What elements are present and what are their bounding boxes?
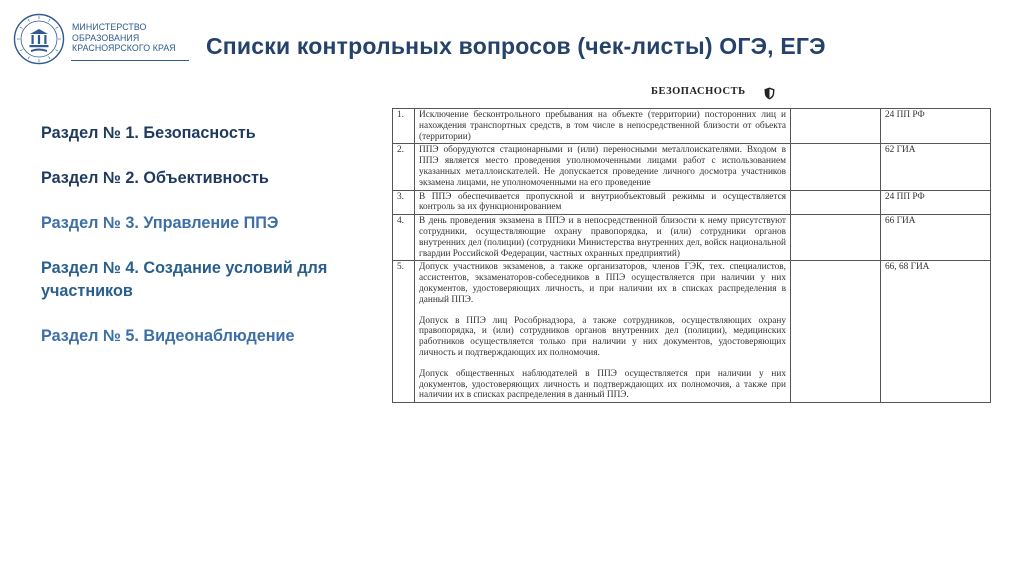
row-mark-cell [791,109,881,144]
row-number: 2. [393,144,415,190]
row-mark-cell [791,215,881,261]
row-text: В день проведения экзамена в ППЭ и в непосредственной близости к нему присутствуют сотрудники, осуществляющие охрану правопорядка, и (или) сотрудники органов внутренних дел (полиции) (сотрудники Министерства внутренних дел, войск национальной гвардии Российской Федерации, частных охранных предприятий) [415,215,791,261]
checklist-table [392,108,991,403]
table-row [393,215,991,261]
ministry-seal-icon [13,13,65,65]
row-text: ППЭ оборудуются стационарными и (или) переносными металлоискателями. Входом в ППЭ является место проведения уполномоченными лицами работ с использованием указанных металлоискателей. Не допускается проведение личного досмотра участников экзамена лицами, не уполномоченными на его проведение [415,144,791,190]
table-row [393,144,991,190]
row-reference: 66, 68 ГИА [881,261,991,403]
row-text: В ППЭ обеспечивается пропускной и внутриобъектовый режимы и осуществляется контроль за их функционированием [415,190,791,215]
org-name-line: ОБРАЗОВАНИЯ [72,32,140,43]
row-mark-cell [791,144,881,190]
row-number: 3. [393,190,415,215]
section-item: Раздел № 5. Видеонаблюдение [41,327,295,345]
page-title: Списки контрольных вопросов (чек-листы) ОГЭ, ЕГЭ [206,33,826,59]
row-number: 1. [393,109,415,144]
section-item-label: Раздел № 2. Объективность [41,169,269,187]
document-heading: БЕЗОПАСНОСТЬ [651,86,746,97]
ministry-logo [13,13,178,65]
sections-list [41,122,371,370]
logo-divider [71,60,189,61]
org-name [72,22,176,54]
row-mark-cell [791,261,881,403]
shield-icon [764,87,775,100]
section-item [41,167,371,190]
row-reference: 62 ГИА [881,144,991,190]
table-row [393,190,991,215]
row-reference: 24 ПП РФ [881,109,991,144]
row-paragraph: Допуск в ППЭ лиц Рособрнадзора, а также сотрудников, осуществляющих охрану правопорядка, и (или) сотрудников органов внутренних дел (полиции), медицинских работников осуществляется только при наличии у них документов, удостоверяющих личность и подтверждающих их полномочия. [419,315,786,358]
org-name-line: МИНИСТЕРСТВО [72,22,147,32]
checklist-document [392,80,930,515]
org-name-line: КРАСНОЯРСКОГО КРАЯ [72,43,176,53]
row-text: Исключение бесконтрольного пребывания на объекте (территории) посторонних лиц и нахождения транспортных средств, в том числе в непосредственной близости от объекта (территории) [415,109,791,144]
row-mark-cell [791,190,881,215]
section-item: Раздел № 1. Безопасность [41,124,256,142]
row-text [415,261,791,403]
section-item: Раздел № 4. Создание условий для участников [41,259,328,300]
row-number: 4. [393,215,415,261]
row-reference: 24 ПП РФ [881,190,991,215]
row-reference: 66 ГИА [881,215,991,261]
row-paragraph: Допуск общественных наблюдателей в ППЭ осуществляется при наличии у них документов, удостоверяющих личность и подтверждающих их полномочия, а также при наличии их в списках распределения в данный ППЭ. [419,368,786,401]
row-number: 5. [393,261,415,403]
table-row [393,109,991,144]
table-row [393,261,991,403]
section-item: Раздел № 3. Управление ППЭ [41,214,279,232]
row-paragraph: Допуск участников экзаменов, а также организаторов, членов ГЭК, тех. специалистов, ассистентов, экзаменаторов-собеседников в ППЭ осуществляется при наличии у них документов, удостоверяющих личность, и при наличии их в списках распределения в данный ППЭ. [419,262,786,305]
